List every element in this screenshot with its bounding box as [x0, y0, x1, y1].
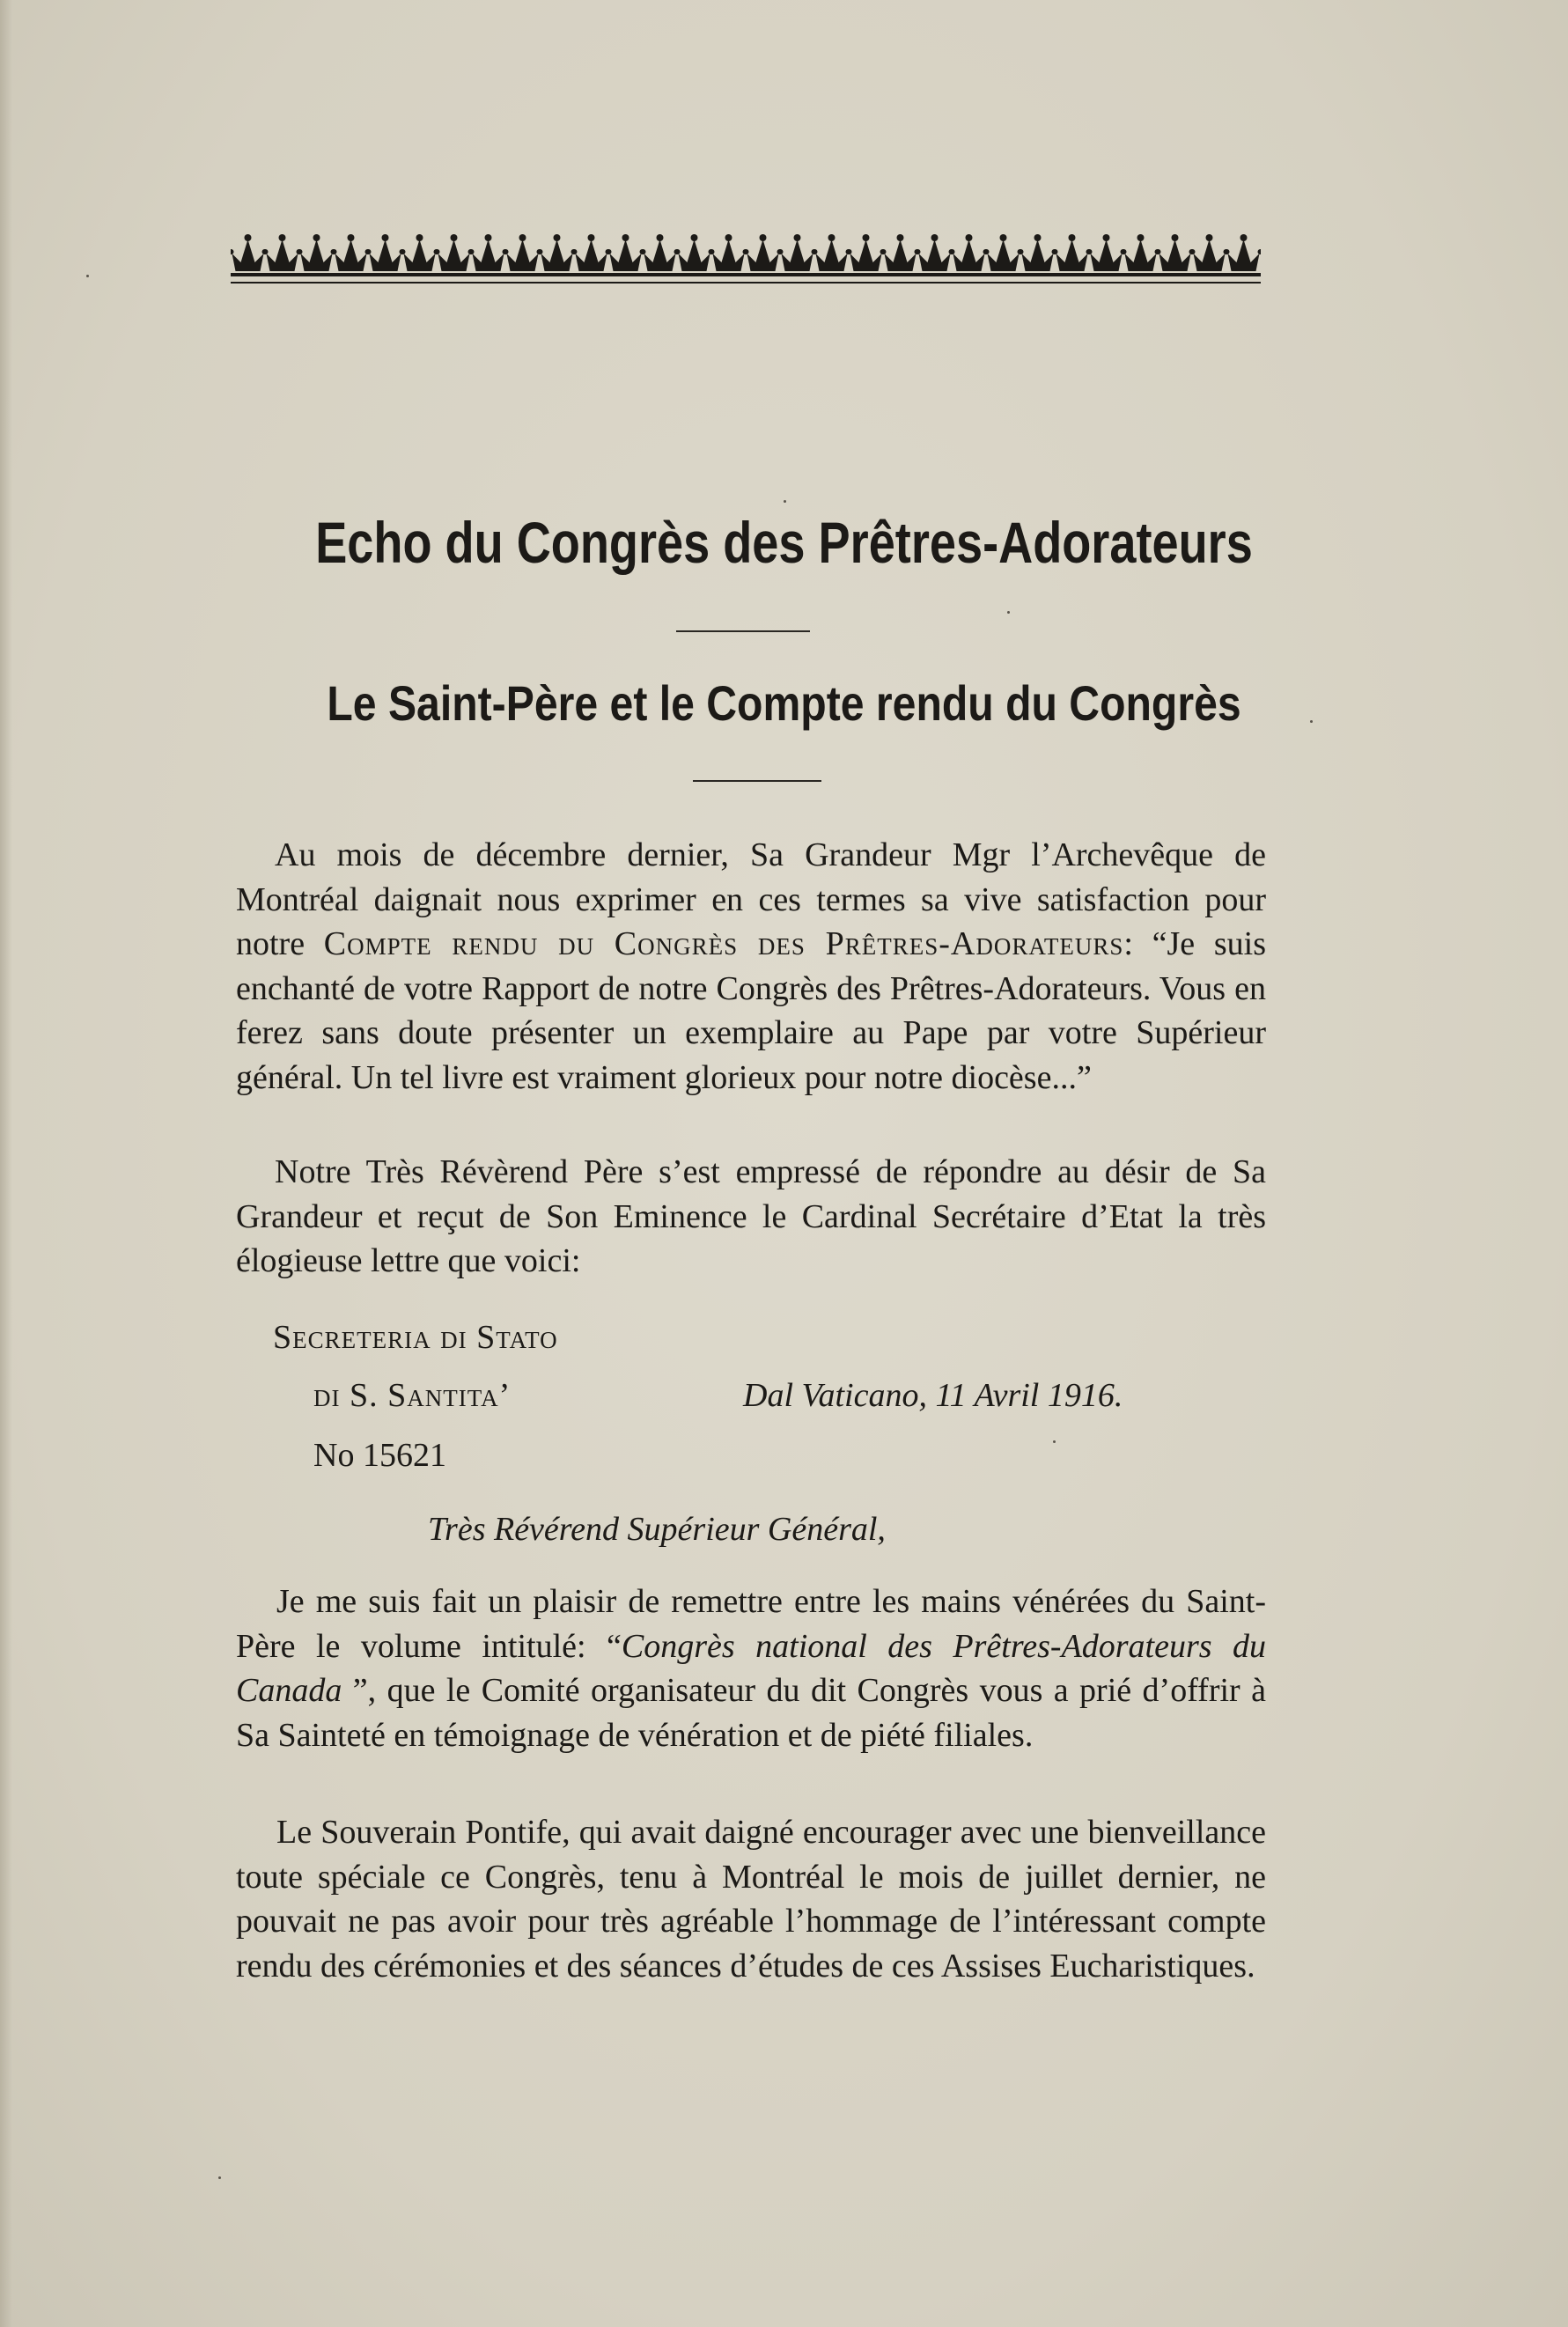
paper-speck [1310, 720, 1313, 723]
decorative-ornament-border [231, 227, 1261, 291]
page-title: Echo du Congrès des Prêtres-Adorateurs [315, 510, 1253, 575]
paper-speck [784, 500, 786, 503]
paragraph-letter-1-end: ”, que le Comité organisateur du dit Congrès vous a prié d’offrir à Sa Sainteté en témoignage de vénération et de piété filiales. [236, 1672, 1266, 1754]
paragraph-intro [236, 833, 1266, 1100]
paragraph-response: Notre Très Révèrend Père s’est empressé de répondre au désir de Sa Grandeur et reçut de Son Eminence le Cardinal Secrétaire d’Etat la très élogieuse lettre que voici: [236, 1153, 1266, 1279]
letter-header-holiness: di S. Santita’ [313, 1377, 512, 1414]
paper-speck [86, 275, 89, 277]
paragraph-intro-text: Au mois de décembre dernier, Sa Grandeur Mgr l’Archevêque de Montréal daignait nous exprimer en ces termes sa vive satisfaction pour notre [236, 836, 1266, 962]
paper-speck [218, 2176, 221, 2179]
paragraph-letter-1-start: Je me suis fait un plaisir de remettre entre les mains vénérées du Saint-Père le volume intitulé: “ [236, 1583, 1266, 1665]
paper-speck [1053, 1440, 1056, 1443]
paragraph-letter-1 [236, 1580, 1266, 1757]
title-divider [676, 630, 810, 632]
letter-header-office: Secreteria di Stato [273, 1319, 558, 1356]
subtitle-divider [693, 780, 821, 782]
archbishop-quote: : “Je suis enchanté de votre Rapport de notre Congrès des Prêtres-Adorateurs. Vous en ferez sans doute présenter un exemplaire au Pape par votre Supérieur général. Un tel livre est vraiment glorieux pour notre diocèse...” [236, 925, 1267, 1096]
fleuron-border-icon [231, 227, 1261, 291]
paragraph-letter-2: Le Souverain Pontife, qui avait daigné encourager avec une bienveillance toute spéciale ce Congrès, tenu à Montréal le mois de juillet dernier, ne pouvait ne pas avoir pour très agréable l’hommage de l’intéressant compte rendu des cérémonies et des séances d’études de ces Assises Eucharistiques. [236, 1814, 1266, 1985]
letter-salutation: Très Révérend Supérieur Général, [428, 1511, 886, 1548]
page-subtitle: Le Saint-Père et le Compte rendu du Congrès [327, 675, 1241, 731]
report-title-smallcaps: Compte rendu du Congrès des Prêtres-Adorateurs [323, 925, 1124, 962]
letter-header-number: No 15621 [313, 1437, 446, 1474]
letter-date: Dal Vaticano, 11 Avril 1916. [743, 1377, 1123, 1414]
paper-speck [1007, 611, 1010, 614]
book-title: Congrès national des Prêtres-Adorateurs du Canada [236, 1627, 1266, 1709]
page-edge-shadow [0, 0, 12, 2327]
